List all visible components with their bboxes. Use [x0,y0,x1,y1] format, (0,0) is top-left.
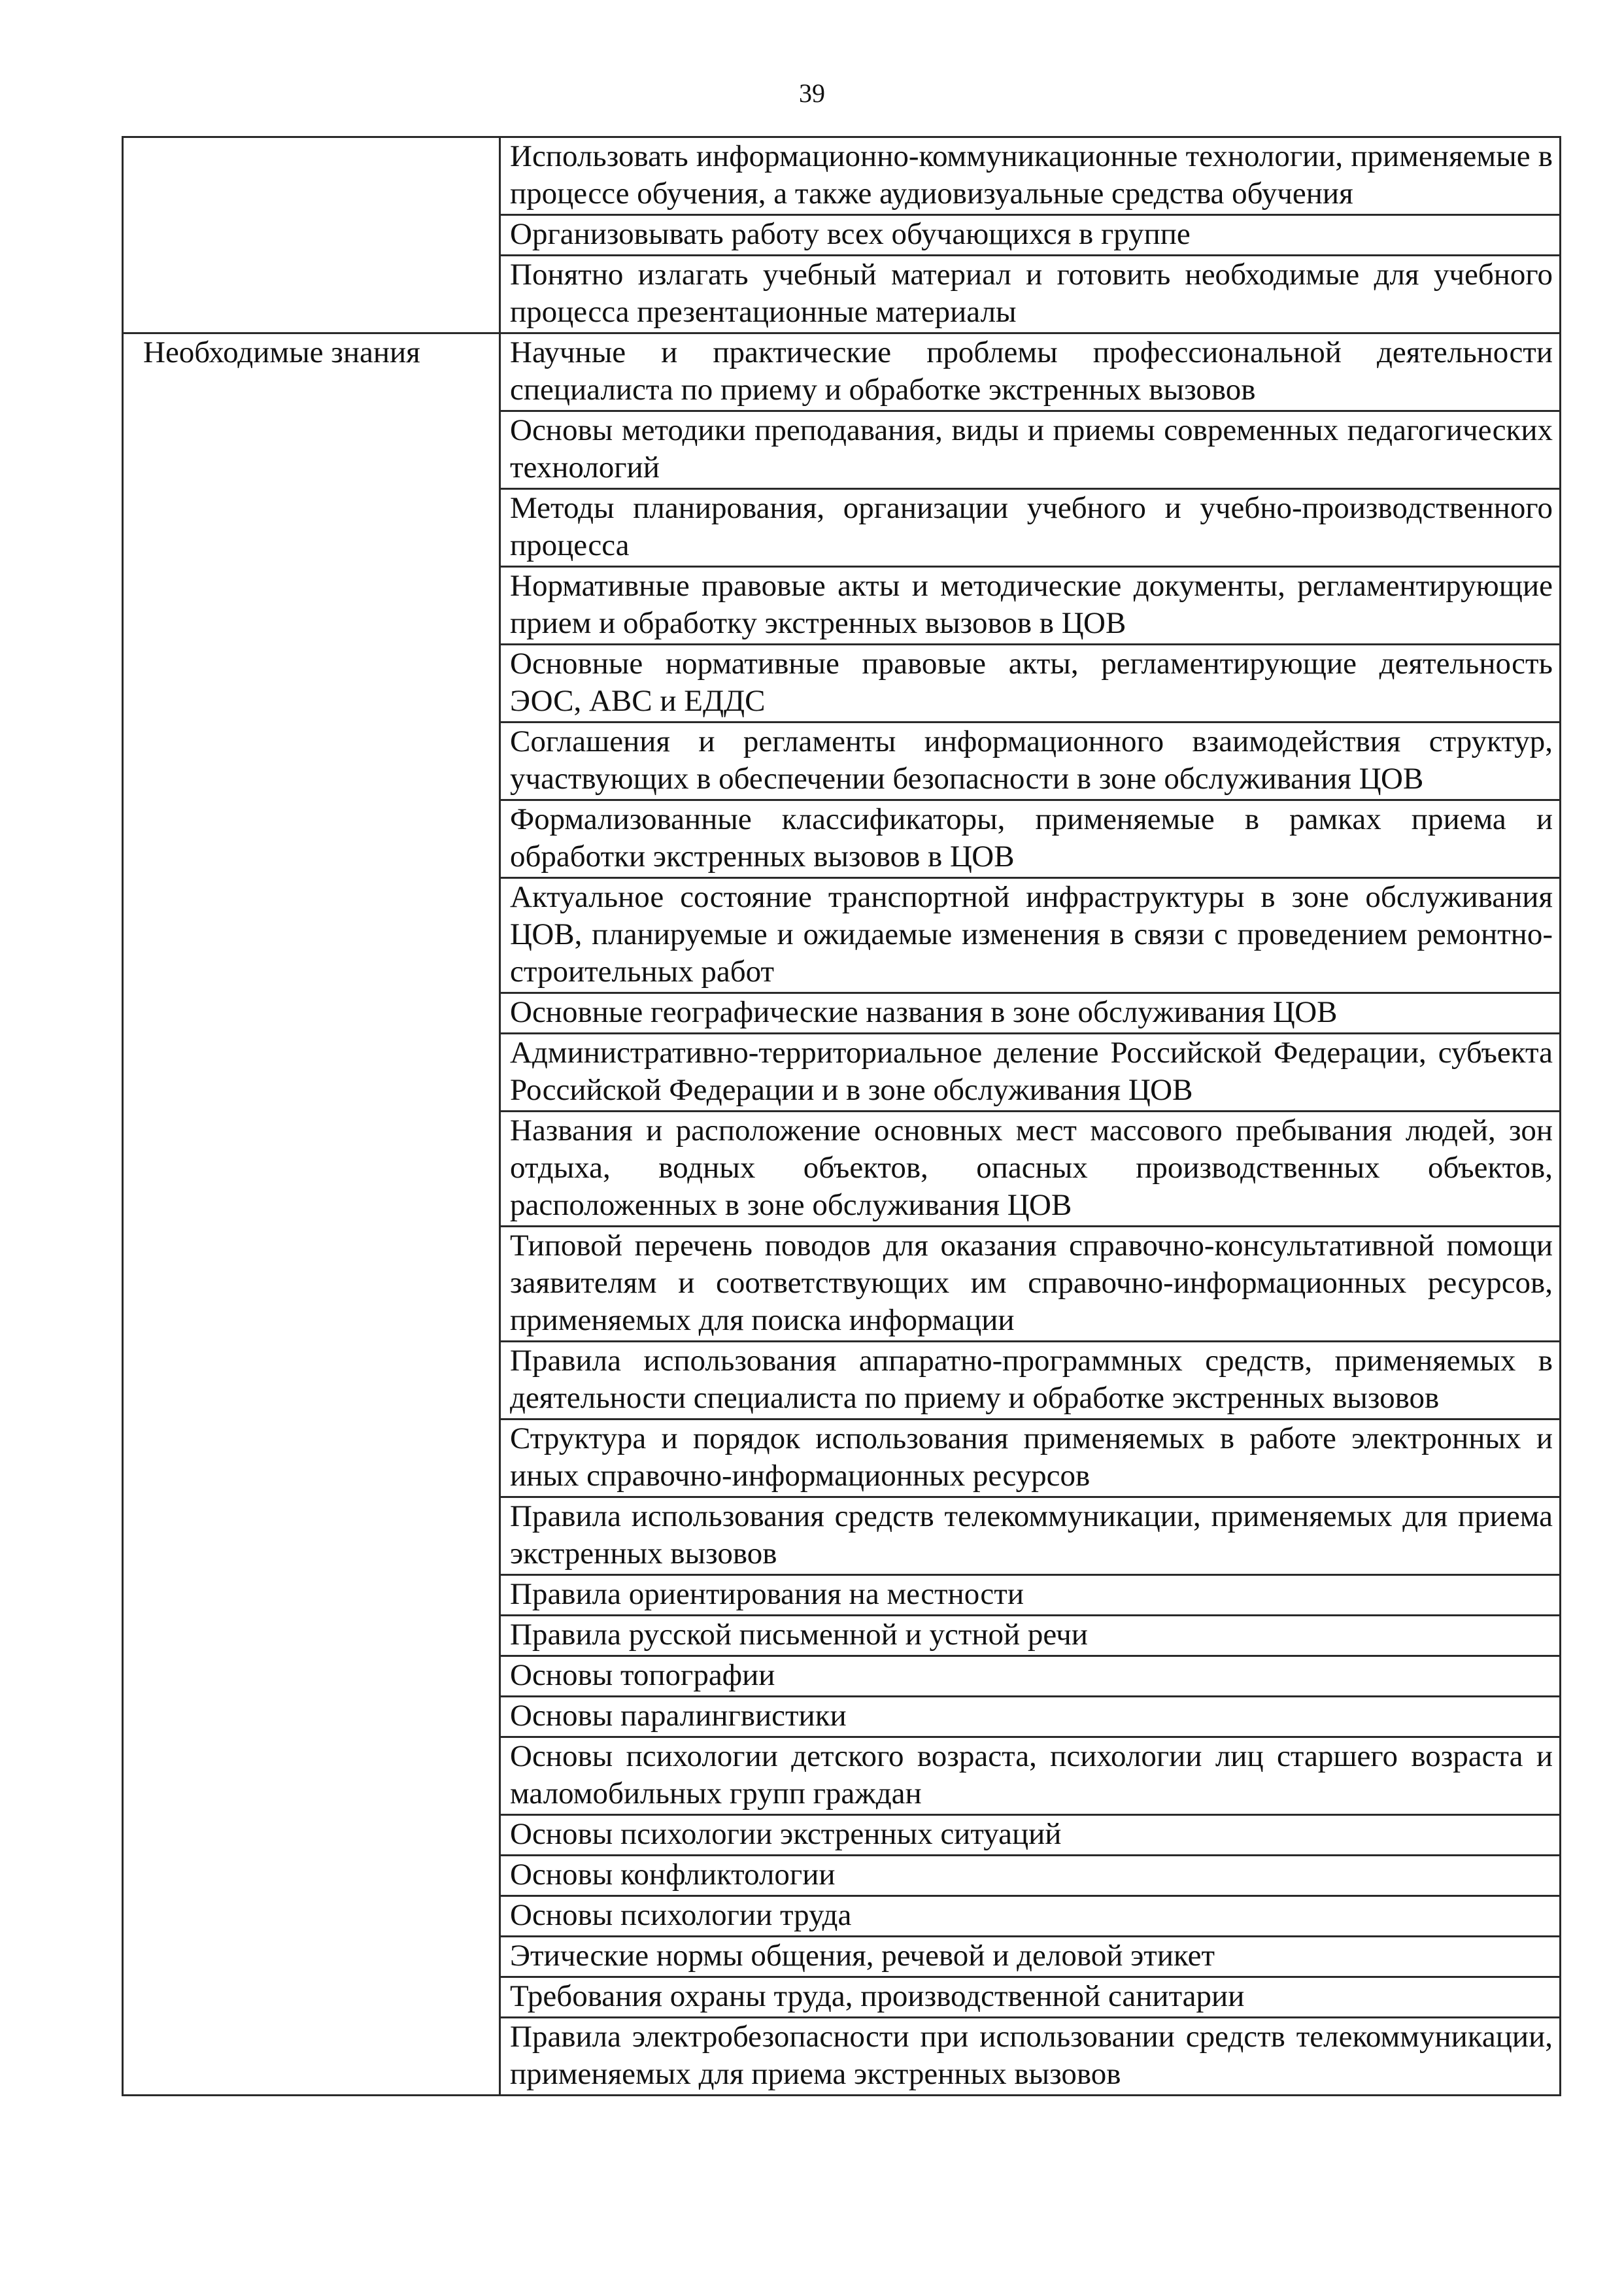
table-cell: Методы планирования, организации учебного и учебно-производственного процесса [500,489,1561,567]
table-cell: Основные нормативные правовые акты, регламентирующие деятельность ЭОС, АВС и ЕДДС [500,645,1561,722]
table-row [123,137,1561,215]
table-cell: Правила электробезопасности при использовании средств телекоммуникации, применяемых для приема экстренных вызовов [500,2018,1561,2096]
table-cell: Названия и расположение основных мест массового пребывания людей, зон отдыха, водных объектов, опасных производственных объектов, расположенных в зоне обслуживания ЦОВ [500,1112,1561,1227]
table-cell: Использовать информационно-коммуникационные технологии, применяемые в процессе обучения, а также аудиовизуальные средства обучения [500,137,1561,215]
table-cell: Основы паралингвистики [500,1697,1561,1737]
section-heading: Необходимые знания [123,333,500,2096]
table-cell: Организовывать работу всех обучающихся в группе [500,215,1561,256]
table-cell: Требования охраны труда, производственной санитарии [500,1977,1561,2018]
table-cell: Основы конфликтологии [500,1856,1561,1896]
requirements-table [122,136,1561,2096]
table-cell: Правила ориентирования на местности [500,1575,1561,1616]
table-cell: Основы топографии [500,1656,1561,1697]
table-cell: Основные географические названия в зоне обслуживания ЦОВ [500,993,1561,1034]
table-cell: Правила русской письменной и устной речи [500,1616,1561,1656]
page-number: 39 [799,78,825,108]
table-cell: Нормативные правовые акты и методические документы, регламентирующие прием и обработку экстренных вызовов в ЦОВ [500,567,1561,645]
table-cell: Понятно излагать учебный материал и готовить необходимые для учебного процесса презентационные материалы [500,256,1561,333]
table-body [123,137,1561,2096]
table-cell: Административно-территориальное деление Российской Федерации, субъекта Российской Федерации и в зоне обслуживания ЦОВ [500,1034,1561,1112]
table-cell: Этические нормы общения, речевой и деловой этикет [500,1937,1561,1977]
table-cell: Правила использования средств телекоммуникации, применяемых для приема экстренных вызовов [500,1497,1561,1575]
table-row [123,333,1561,411]
table-cell: Правила использования аппаратно-программных средств, применяемых в деятельности специалиста по приему и обработке экстренных вызовов [500,1342,1561,1420]
table-cell: Формализованные классификаторы, применяемые в рамках приема и обработки экстренных вызовов в ЦОВ [500,800,1561,878]
table-cell: Типовой перечень поводов для оказания справочно-консультативной помощи заявителям и соответствующих им справочно-информационных ресурсов, применяемых для поиска информации [500,1227,1561,1342]
table-cell: Основы психологии детского возраста, психологии лиц старшего возраста и маломобильных групп граждан [500,1737,1561,1815]
table-cell: Основы методики преподавания, виды и приемы современных педагогических технологий [500,411,1561,489]
table-cell: Основы психологии труда [500,1896,1561,1937]
table-cell: Научные и практические проблемы профессиональной деятельности специалиста по приему и обработке экстренных вызовов [500,333,1561,411]
table-cell: Актуальное состояние транспортной инфраструктуры в зоне обслуживания ЦОВ, планируемые и ожидаемые изменения в связи с проведением ремонтно-строительных работ [500,878,1561,993]
section-heading [123,137,500,333]
table-cell: Соглашения и регламенты информационного взаимодействия структур, участвующих в обеспечении безопасности в зоне обслуживания ЦОВ [500,722,1561,800]
table-cell: Основы психологии экстренных ситуаций [500,1815,1561,1856]
table-cell: Структура и порядок использования применяемых в работе электронных и иных справочно-информационных ресурсов [500,1420,1561,1497]
